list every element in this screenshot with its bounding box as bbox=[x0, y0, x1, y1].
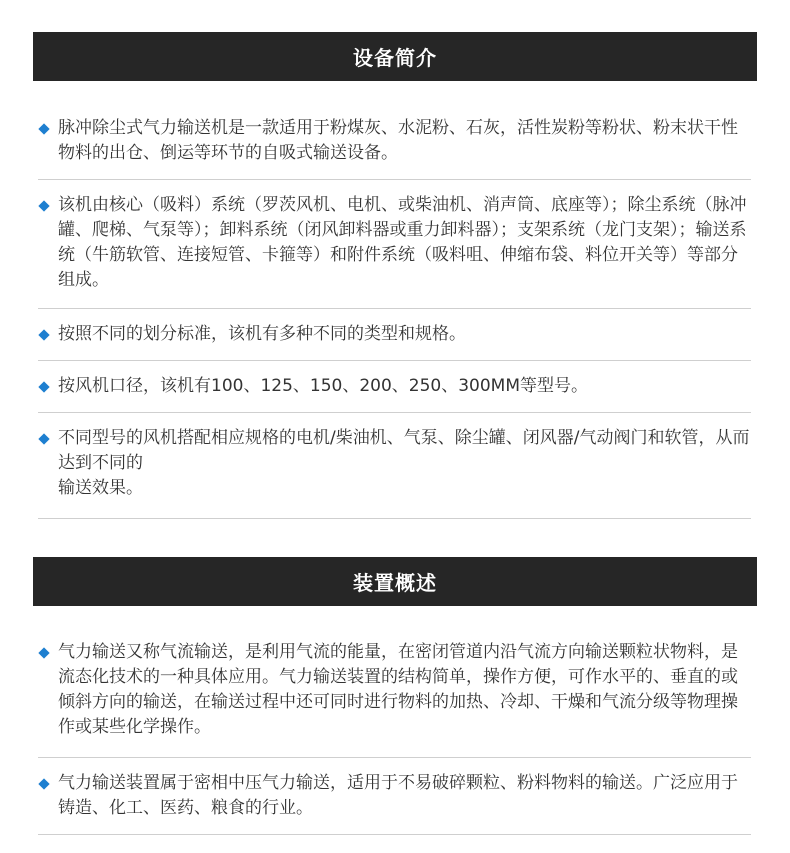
diamond-bullet-icon bbox=[38, 433, 49, 444]
list-item bbox=[38, 413, 751, 519]
section-title: 设备简介 bbox=[353, 46, 437, 70]
diamond-bullet-icon bbox=[38, 381, 49, 392]
section-header-equipment-intro bbox=[33, 32, 757, 81]
diamond-bullet-icon bbox=[38, 200, 49, 211]
list-item bbox=[38, 116, 751, 180]
diamond-bullet-icon bbox=[38, 123, 49, 134]
list-item bbox=[38, 361, 751, 413]
list-item-text: 气力输送又称气流输送，是利用气流的能量，在密闭管道内沿气流方向输送颗粒状物料，是流态化技术的一种具体应用。气力输送装置的结构简单，操作方便，可作水平的、垂直的或倾斜方向的输送，在输送过程中还可同时进行物料的加热、冷却、干燥和气流分级等物理操作或某些化学操作。 bbox=[58, 642, 738, 737]
list-item bbox=[38, 180, 751, 309]
list-item bbox=[38, 309, 751, 361]
list-item-text: 不同型号的风机搭配相应规格的电机/柴油机、气泵、除尘罐、闭风器/气动阀门和软管，从而达到不同的 输送效果。 bbox=[58, 428, 750, 498]
diamond-bullet-icon bbox=[38, 778, 49, 789]
list-item-text: 气力输送装置属于密相中压气力输送，适用于不易破碎颗粒、粉料物料的输送。广泛应用于铸造、化工、医药、粮食的行业。 bbox=[58, 773, 738, 818]
list-item bbox=[38, 640, 751, 758]
section-title: 装置概述 bbox=[353, 571, 437, 595]
list-item-text: 脉冲除尘式气力输送机是一款适用于粉煤灰、水泥粉、石灰，活性炭粉等粉状、粉末状干性物料的出仓、倒运等环节的自吸式输送设备。 bbox=[58, 118, 738, 163]
diamond-bullet-icon bbox=[38, 329, 49, 340]
section-header-device-overview bbox=[33, 557, 757, 606]
list-item bbox=[38, 758, 751, 835]
equipment-intro-list bbox=[38, 116, 751, 519]
list-item-text: 该机由核心（吸料）系统（罗茨风机、电机、或柴油机、消声筒、底座等）；除尘系统（脉冲罐、爬梯、气泵等）；卸料系统（闭风卸料器或重力卸料器）；支架系统（龙门支架）；输送系统（牛筋软管、连接短管、卡箍等）和附件系统（吸料咀、伸缩布袋、料位开关等）等部分组成。 bbox=[58, 195, 747, 290]
list-item-text: 按照不同的划分标准，该机有多种不同的类型和规格。 bbox=[58, 324, 466, 344]
diamond-bullet-icon bbox=[38, 647, 49, 658]
device-overview-list bbox=[38, 640, 751, 835]
list-item-text: 按风机口径，该机有100、125、150、200、250、300MM等型号。 bbox=[58, 376, 589, 396]
